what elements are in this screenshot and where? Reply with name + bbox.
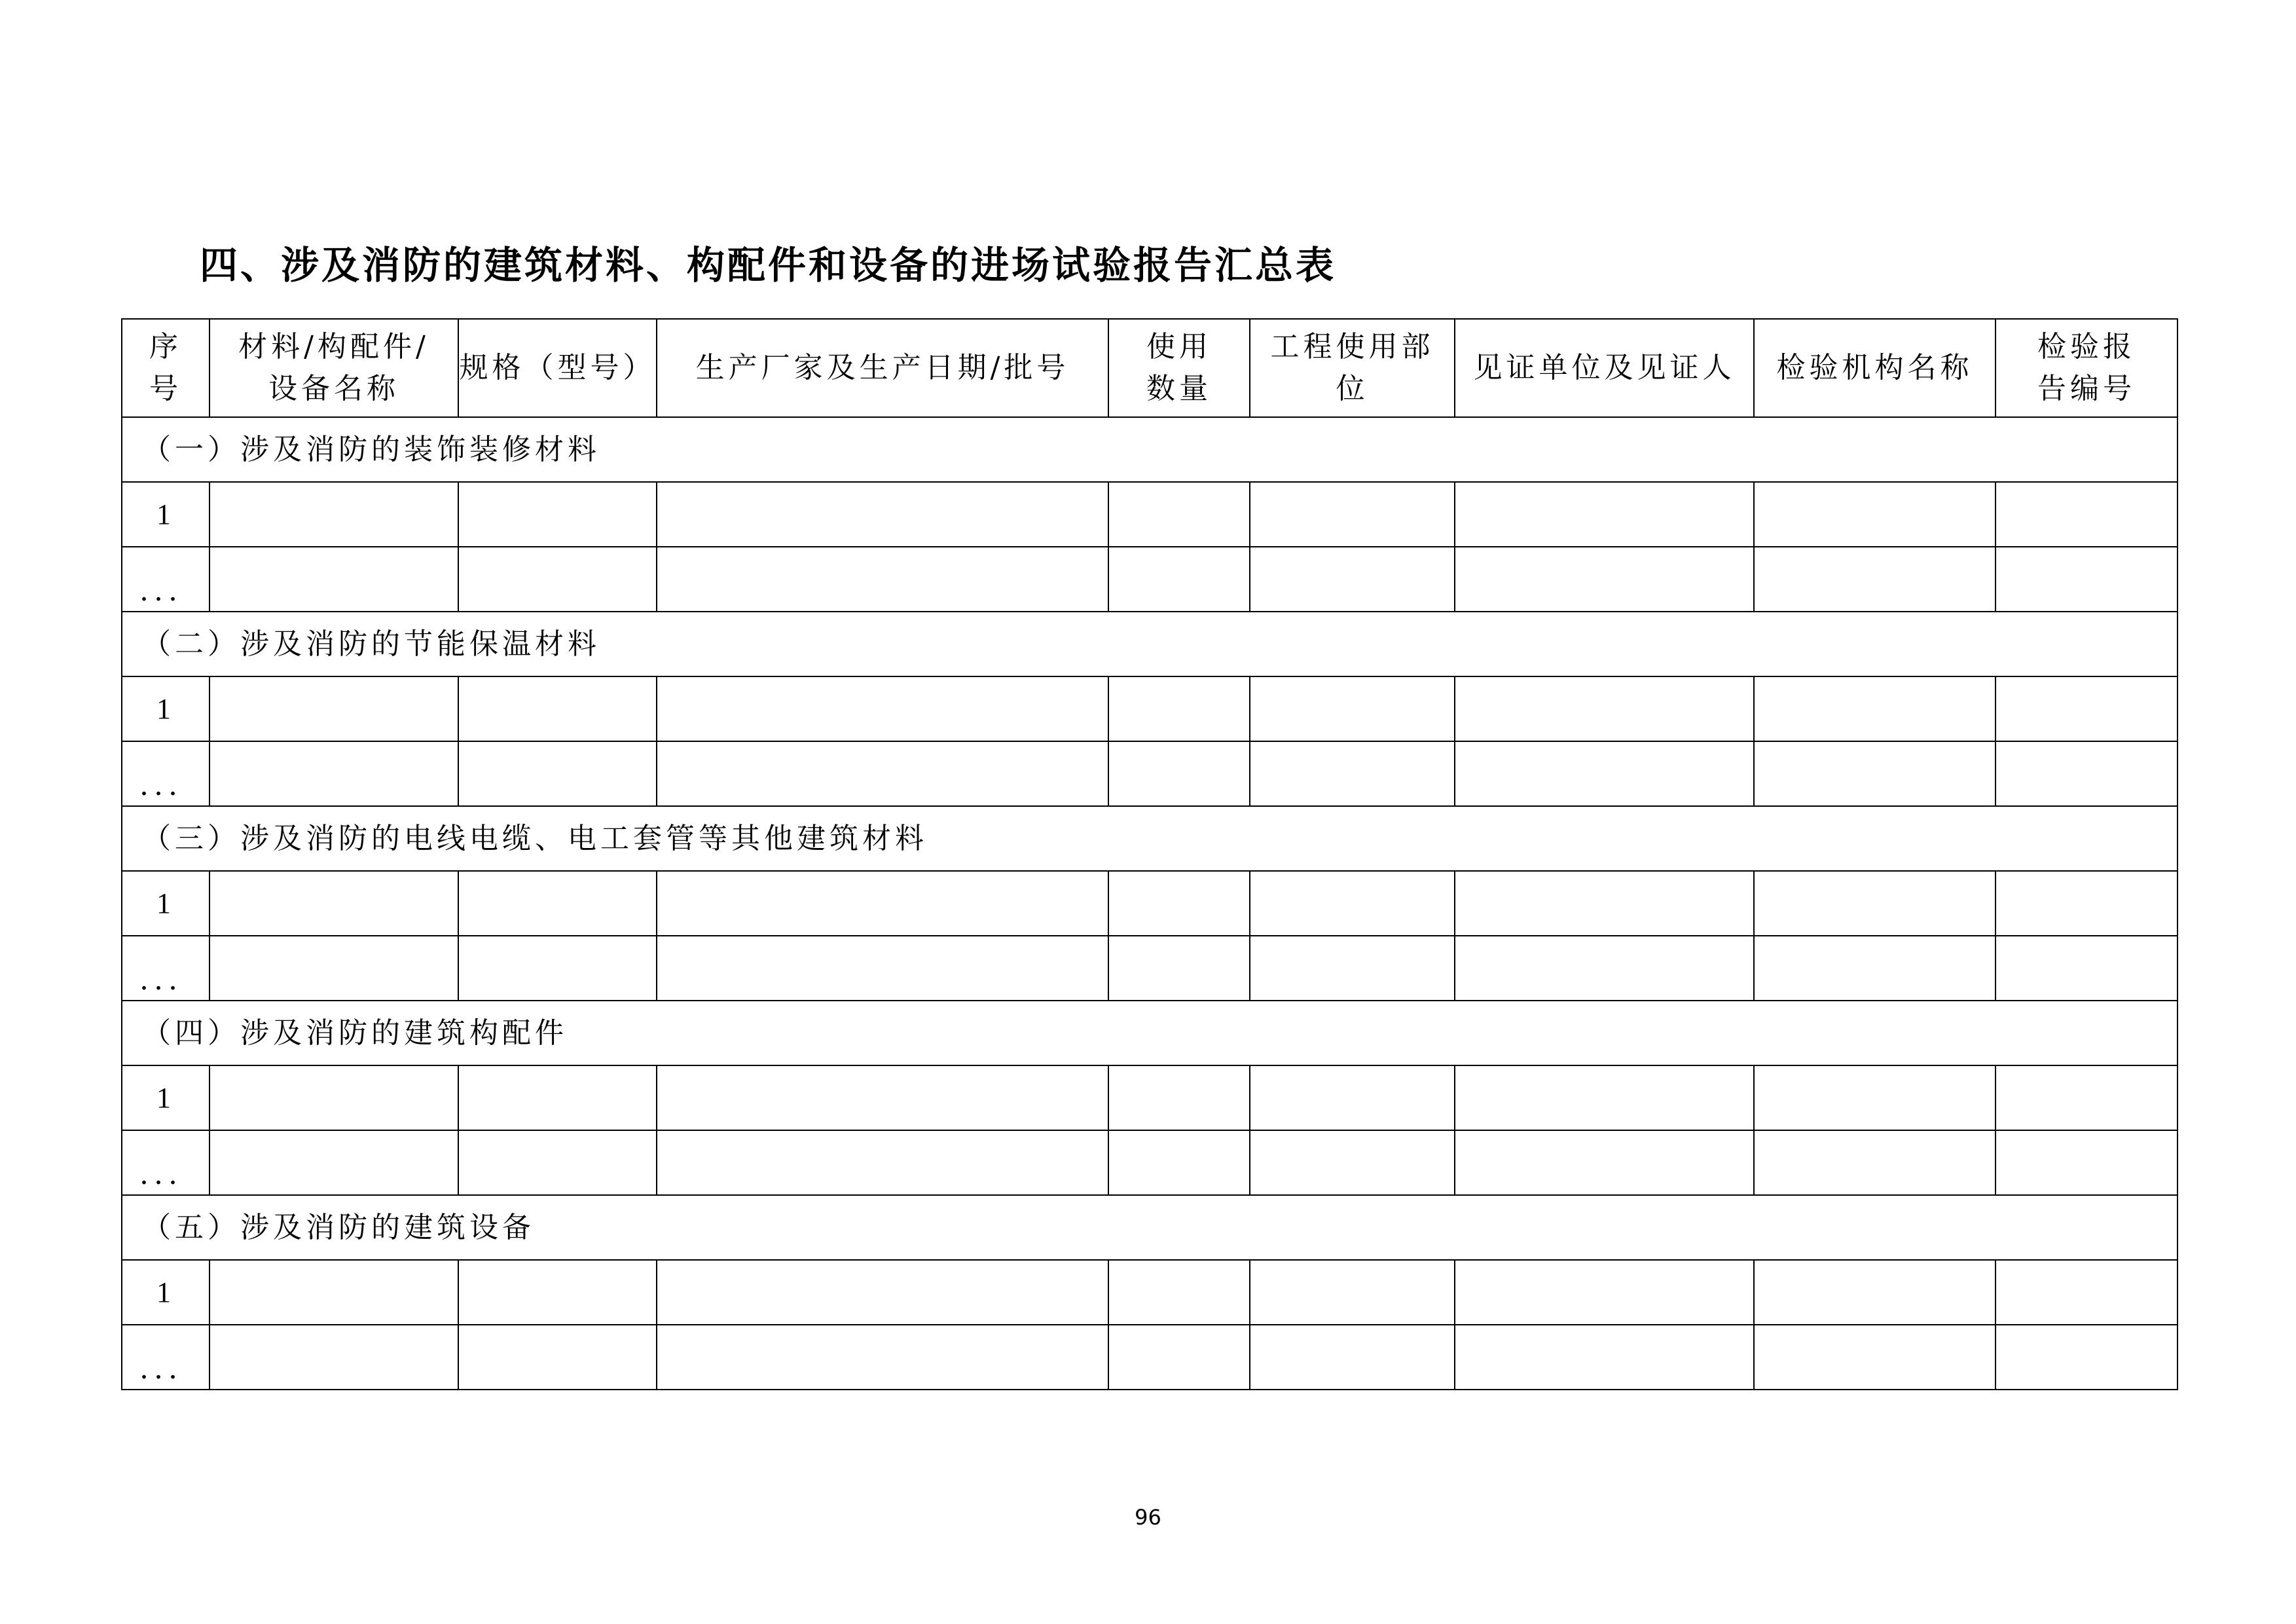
table-row <box>122 1130 2178 1195</box>
empty-cell <box>1995 871 2178 936</box>
header-cell-name <box>210 319 458 417</box>
header-row <box>122 319 2178 417</box>
header-cell-lab <box>1754 319 1995 417</box>
empty-cell <box>1250 1260 1455 1325</box>
empty-cell <box>1995 676 2178 741</box>
empty-cell <box>1455 871 1754 936</box>
empty-cell <box>1455 1325 1754 1390</box>
table-row <box>122 936 2178 1001</box>
empty-cell <box>657 871 1108 936</box>
header-witness-text: 见证单位及见证人 <box>1473 351 1736 384</box>
empty-cell <box>657 1065 1108 1130</box>
empty-cell <box>1995 482 2178 547</box>
empty-cell <box>1250 1325 1455 1390</box>
empty-cell <box>1995 1325 2178 1390</box>
empty-cell <box>1754 1065 1995 1130</box>
empty-cell <box>657 1260 1108 1325</box>
row-seq-cell: 1 <box>122 482 210 547</box>
empty-cell <box>1995 547 2178 612</box>
empty-cell <box>657 936 1108 1001</box>
table-row <box>122 1325 2178 1390</box>
empty-cell <box>1754 1130 1995 1195</box>
header-cell-seq <box>122 319 210 417</box>
page-title: 四、涉及消防的建筑材料、构配件和设备的进场试验报告汇总表 <box>200 243 1337 287</box>
row-seq-cell: 1 <box>122 676 210 741</box>
empty-cell <box>210 676 458 741</box>
empty-cell <box>657 676 1108 741</box>
empty-cell <box>210 1260 458 1325</box>
empty-cell <box>458 482 657 547</box>
table-body <box>122 319 2178 1390</box>
row-seq-cell: ... <box>122 547 210 612</box>
row-seq-cell: 1 <box>122 871 210 936</box>
empty-cell <box>1108 871 1250 936</box>
empty-cell <box>1754 741 1995 806</box>
header-cell-spec <box>458 319 657 417</box>
section-label: （五）涉及消防的建筑设备 <box>122 1195 2178 1260</box>
header-location-text: 工程使用部 位 <box>1270 330 1434 405</box>
table-row <box>122 741 2178 806</box>
empty-cell <box>1250 482 1455 547</box>
section-row <box>122 1001 2178 1065</box>
empty-cell <box>1455 676 1754 741</box>
empty-cell <box>458 1260 657 1325</box>
table-row <box>122 482 2178 547</box>
header-seq-text: 序 号 <box>149 330 182 405</box>
empty-cell <box>458 1065 657 1130</box>
empty-cell <box>1108 676 1250 741</box>
empty-cell <box>1108 1325 1250 1390</box>
empty-cell <box>1108 741 1250 806</box>
row-seq-cell: 1 <box>122 1260 210 1325</box>
empty-cell <box>210 1325 458 1390</box>
empty-cell <box>1455 1130 1754 1195</box>
empty-cell <box>458 1325 657 1390</box>
section-row <box>122 417 2178 482</box>
empty-cell <box>1250 936 1455 1001</box>
header-cell-quantity <box>1108 319 1250 417</box>
section-label: （二）涉及消防的节能保温材料 <box>122 612 2178 676</box>
header-spec-text: 规格（型号） <box>459 351 656 384</box>
empty-cell <box>657 741 1108 806</box>
empty-cell <box>1250 741 1455 806</box>
empty-cell <box>1455 741 1754 806</box>
empty-cell <box>458 741 657 806</box>
empty-cell <box>458 936 657 1001</box>
table-row <box>122 871 2178 936</box>
empty-cell <box>1455 936 1754 1001</box>
empty-cell <box>1250 547 1455 612</box>
empty-cell <box>1108 1130 1250 1195</box>
header-cell-witness <box>1455 319 1754 417</box>
row-seq-cell: ... <box>122 741 210 806</box>
empty-cell <box>1250 1065 1455 1130</box>
header-manufacturer-text: 生产厂家及生产日期/批号 <box>695 351 1070 384</box>
empty-cell <box>458 547 657 612</box>
header-report-no-text: 检验报 告编号 <box>2037 330 2136 405</box>
empty-cell <box>1754 1325 1995 1390</box>
row-seq-cell: 1 <box>122 1065 210 1130</box>
row-seq-cell: ... <box>122 1130 210 1195</box>
table-row <box>122 1260 2178 1325</box>
header-cell-report-no <box>1995 319 2178 417</box>
empty-cell <box>1108 482 1250 547</box>
empty-cell <box>1995 741 2178 806</box>
empty-cell <box>1995 936 2178 1001</box>
empty-cell <box>1754 676 1995 741</box>
empty-cell <box>1250 871 1455 936</box>
empty-cell <box>210 871 458 936</box>
header-lab-text: 检验机构名称 <box>1776 351 1973 384</box>
empty-cell <box>458 676 657 741</box>
empty-cell <box>1108 1260 1250 1325</box>
table-row <box>122 1065 2178 1130</box>
empty-cell <box>1754 936 1995 1001</box>
empty-cell <box>1455 482 1754 547</box>
empty-cell <box>657 547 1108 612</box>
empty-cell <box>1455 547 1754 612</box>
empty-cell <box>1754 871 1995 936</box>
table-row <box>122 547 2178 612</box>
empty-cell <box>1250 1130 1455 1195</box>
section-label: （一）涉及消防的装饰装修材料 <box>122 417 2178 482</box>
empty-cell <box>657 1130 1108 1195</box>
empty-cell <box>1995 1065 2178 1130</box>
section-row <box>122 1195 2178 1260</box>
empty-cell <box>210 936 458 1001</box>
page-number: 96 <box>1135 1505 1161 1530</box>
empty-cell <box>1108 936 1250 1001</box>
empty-cell <box>1754 482 1995 547</box>
empty-cell <box>1108 1065 1250 1130</box>
empty-cell <box>210 741 458 806</box>
header-cell-location <box>1250 319 1455 417</box>
empty-cell <box>657 482 1108 547</box>
empty-cell <box>1455 1065 1754 1130</box>
empty-cell <box>210 482 458 547</box>
empty-cell <box>458 1130 657 1195</box>
table-row <box>122 676 2178 741</box>
empty-cell <box>1754 1260 1995 1325</box>
header-name-text: 材料/构配件/ 设备名称 <box>238 330 429 405</box>
section-row <box>122 806 2178 871</box>
empty-cell <box>210 1065 458 1130</box>
empty-cell <box>657 1325 1108 1390</box>
empty-cell <box>1995 1260 2178 1325</box>
report-summary-table <box>121 318 2178 1390</box>
row-seq-cell: ... <box>122 1325 210 1390</box>
section-label: （四）涉及消防的建筑构配件 <box>122 1001 2178 1065</box>
section-label: （三）涉及消防的电线电缆、电工套管等其他建筑材料 <box>122 806 2178 871</box>
empty-cell <box>1108 547 1250 612</box>
empty-cell <box>1455 1260 1754 1325</box>
empty-cell <box>210 547 458 612</box>
header-cell-manufacturer <box>657 319 1108 417</box>
empty-cell <box>1250 676 1455 741</box>
section-row <box>122 612 2178 676</box>
empty-cell <box>210 1130 458 1195</box>
empty-cell <box>1995 1130 2178 1195</box>
row-seq-cell: ... <box>122 936 210 1001</box>
empty-cell <box>458 871 657 936</box>
empty-cell <box>1754 547 1995 612</box>
header-quantity-text: 使用 数量 <box>1146 330 1212 405</box>
